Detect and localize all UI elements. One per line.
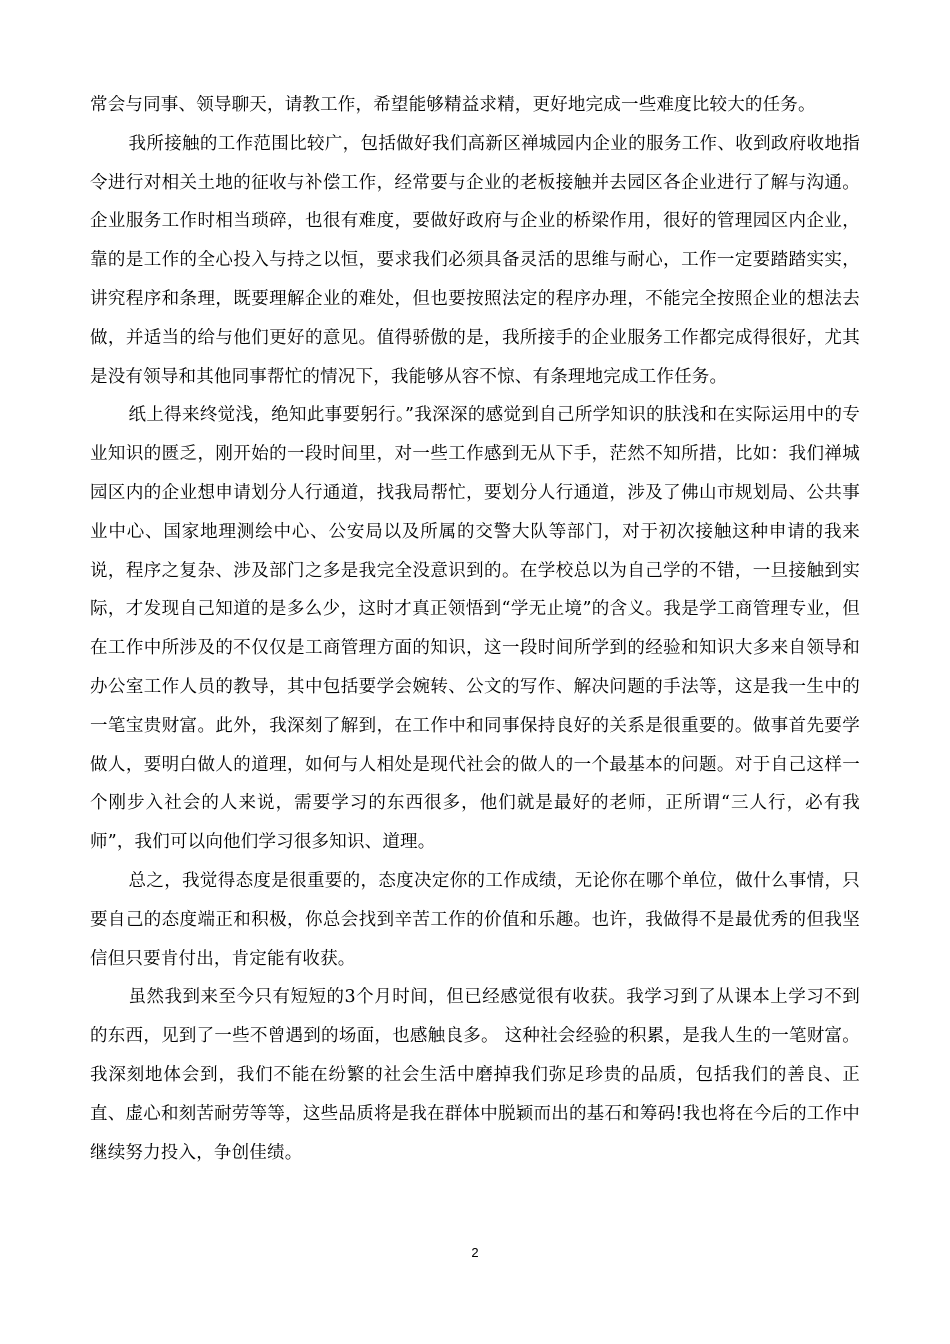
paragraph-learning: 纸上得来终觉浅，绝知此事要躬行。”我深深的感觉到自己所学知识的肤浅和在实际运用中的专业知识的匮乏，刚开始的一段时间里，对一些工作感到无从下手，茫然不知所措，比如：我们禅城园区内的企业想申请划分人行通道，找我局帮忙，要划分人行通道，涉及了佛山市规划局、公共事业中心、国家地理测绘中心、公安局以及所属的交警大队等部门，对于初次接触这种申请的我来说，程序之复杂、涉及部门之多是我完全没意识到的。在学校总以为自己学的不错，一旦接触到实际，才发现自己知道的是多么少，这时才真正领悟到“学无止境”的含义。我是学工商管理专业，但在工作中所涉及的不仅仅是工商管理方面的知识，这一段时间所学到的经验和知识大多来自领导和办公室工作人员的教导，其中包括要学会婉转、公文的写作、解决问题的手法等，这是我一生中的一笔宝贵财富。此外，我深刻了解到，在工作中和同事保持良好的关系是很重要的。做事首先要学做人，要明白做人的道理，如何与人相处是现代社会的做人的一个最基本的问题。对于自己这样一个刚步入社会的人来说，需要学习的东西很多，他们就是最好的老师，正所谓“三人行，必有我师”，我们可以向他们学习很多知识、道理。 bbox=[90, 405, 860, 853]
paragraph-attitude: 总之，我觉得态度是很重要的，态度决定你的工作成绩，无论你在哪个单位，做什么事情，只要自己的态度端正和积极，你总会找到辛苦工作的价值和乐趣。也许，我做得不是最优秀的但我坚信但只要肯付出，肯定能有收获。 bbox=[90, 870, 860, 969]
page-number: 2 bbox=[471, 1245, 479, 1260]
paragraph-conclusion: 虽然我到来至今只有短短的3个月时间，但已经感觉很有收获。我学习到了从课本上学习不到的东西，见到了一些不曾遇到的场面，也感触良多。 这种社会经验的积累，是我人生的一笔财富。我深刻地体会到，我们不能在纷繁的社会生活中磨掉我们弥足珍贵的品质，包括我们的善良、正直、虚心和刻苦耐劳等等，这些品质将是我在群体中脱颖而出的基石和筹码!我也将在今后的工作中继续努力投入，争创佳绩。 bbox=[90, 987, 860, 1163]
document-body bbox=[90, 86, 860, 1172]
paragraph-continuation: 常会与同事、领导聊天，请教工作，希望能够精益求精，更好地完成一些难度比较大的任务。 bbox=[90, 95, 816, 115]
paragraph-work-scope: 我所接触的工作范围比较广，包括做好我们高新区禅城园内企业的服务工作、收到政府收地指令进行对相关土地的征收与补偿工作，经常要与企业的老板接触并去园区各企业进行了解与沟通。企业服务工作时相当琐碎，也很有难度，要做好政府与企业的桥梁作用，很好的管理园区内企业，靠的是工作的全心投入与持之以恒，要求我们必须具备灵活的思维与耐心，工作一定要踏踏实实，讲究程序和条理，既要理解企业的难处，但也要按照法定的程序办理，不能完全按照企业的想法去做，并适当的给与他们更好的意见。值得骄傲的是，我所接手的企业服务工作都完成得很好，尤其是没有领导和其他同事帮忙的情况下，我能够从容不惊、有条理地完成工作任务。 bbox=[90, 133, 860, 387]
